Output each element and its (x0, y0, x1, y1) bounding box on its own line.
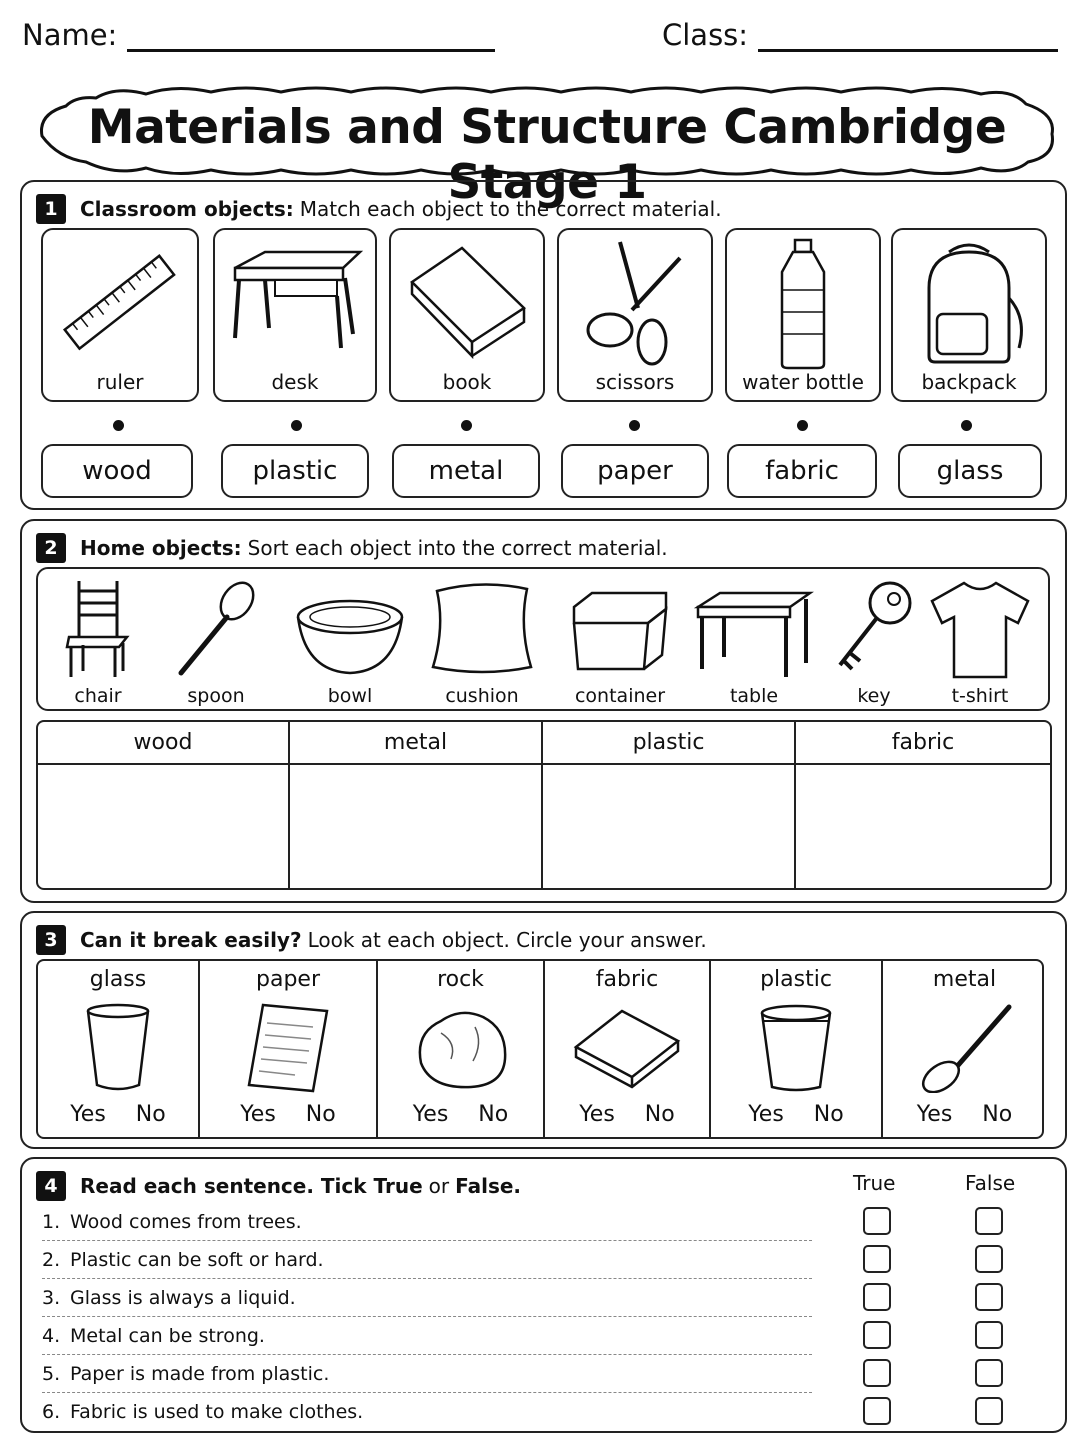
section1-heading-bold: Classroom objects: (80, 197, 294, 221)
folded-fabric-icon (572, 1003, 682, 1093)
statement-number: 4. (42, 1324, 61, 1347)
no-option[interactable]: No (478, 1102, 509, 1127)
break-table (36, 959, 1044, 1139)
statement-row (42, 1203, 812, 1241)
object-card-book[interactable] (389, 228, 545, 402)
true-checkbox[interactable] (863, 1283, 891, 1311)
section4-heading-or: or (428, 1174, 450, 1198)
section2-heading-text: Sort each object into the correct material. (247, 536, 668, 560)
match-dot[interactable] (961, 420, 972, 431)
false-checkbox[interactable] (975, 1359, 1003, 1387)
yes-option[interactable]: Yes (748, 1102, 784, 1127)
statement-text: Paper is made from plastic. (70, 1362, 330, 1385)
break-item-label: metal (932, 967, 997, 992)
home-item-cushion[interactable] (422, 573, 542, 709)
true-checkbox[interactable] (863, 1245, 891, 1273)
class-label: Class: (662, 18, 749, 52)
true-column-label: True (853, 1171, 896, 1195)
true-checkbox[interactable] (863, 1359, 891, 1387)
material-box-wood[interactable]: wood (41, 444, 193, 498)
section4-number: 4 (36, 1171, 66, 1201)
match-dot[interactable] (113, 420, 124, 431)
sort-column-plastic[interactable] (543, 722, 796, 888)
scissors-icon (580, 238, 690, 368)
section-classroom-objects (20, 180, 1067, 510)
home-item-chair[interactable] (38, 573, 158, 709)
object-label: desk (271, 370, 319, 394)
home-item-label: key (857, 685, 891, 707)
statement-number: 2. (42, 1248, 61, 1271)
object-card-water-bottle[interactable] (725, 228, 881, 402)
section1-number: 1 (36, 194, 66, 224)
home-item-t-shirt[interactable] (920, 573, 1040, 709)
home-item-label: bowl (327, 685, 373, 707)
t-shirt-icon (928, 577, 1032, 681)
statement-number: 1. (42, 1210, 61, 1233)
yes-option[interactable]: Yes (240, 1102, 276, 1127)
yes-option[interactable]: Yes (579, 1102, 615, 1127)
statement-text: Wood comes from trees. (70, 1210, 302, 1233)
spoon-icon (171, 577, 261, 681)
sort-column-header: fabric (796, 722, 1050, 765)
section4-heading-bold2: False. (455, 1174, 522, 1198)
statement-row (42, 1279, 812, 1317)
object-label: backpack (921, 370, 1017, 394)
match-dot[interactable] (291, 420, 302, 431)
section2-number: 2 (36, 533, 66, 563)
bowl-icon (295, 577, 405, 681)
object-label: book (442, 370, 492, 394)
class-line[interactable] (758, 18, 1058, 52)
backpack-icon (909, 238, 1029, 368)
false-checkbox[interactable] (975, 1397, 1003, 1425)
section3-number: 3 (36, 925, 66, 955)
ruler-icon (55, 238, 185, 368)
section3-heading (36, 925, 707, 955)
object-card-backpack[interactable] (891, 228, 1047, 402)
object-card-ruler[interactable] (41, 228, 199, 402)
table-icon (694, 577, 814, 681)
section1-heading-text: Match each object to the correct material. (299, 197, 722, 221)
no-option[interactable]: No (813, 1102, 844, 1127)
rock-icon (411, 1003, 511, 1093)
true-checkbox[interactable] (863, 1207, 891, 1235)
yes-option[interactable]: Yes (916, 1102, 953, 1127)
chair-icon (63, 577, 133, 681)
true-checkbox[interactable] (863, 1321, 891, 1349)
key-icon (832, 577, 916, 681)
break-item-metal (883, 961, 1044, 1137)
false-column-label: False (965, 1171, 1016, 1195)
true-checkbox[interactable] (863, 1397, 891, 1425)
home-item-bowl[interactable] (290, 573, 410, 709)
section2-heading (36, 533, 668, 563)
section3-heading-bold: Can it break easily? (80, 928, 302, 952)
section3-heading-text: Look at each object. Circle your answer. (307, 928, 707, 952)
desk-icon (225, 238, 365, 368)
statement-row (42, 1393, 812, 1431)
break-item-label: fabric (595, 967, 659, 992)
no-option[interactable]: No (135, 1102, 166, 1127)
plastic-cup-icon (756, 1003, 836, 1093)
class-field[interactable] (662, 18, 1058, 52)
break-item-label: rock (437, 967, 484, 992)
no-option[interactable]: No (305, 1102, 336, 1127)
name-line[interactable] (127, 18, 495, 52)
home-item-table[interactable] (694, 573, 814, 709)
break-item-fabric (545, 961, 711, 1137)
home-item-label: spoon (187, 685, 245, 707)
break-item-label: glass (89, 967, 147, 992)
name-field[interactable] (22, 18, 495, 52)
material-box-glass[interactable]: glass (898, 444, 1042, 498)
material-box-metal[interactable]: metal (392, 444, 540, 498)
section-true-false (20, 1157, 1067, 1433)
section1-heading (36, 194, 722, 224)
cushion-icon (427, 577, 537, 681)
no-option[interactable]: No (982, 1102, 1013, 1127)
break-item-label: plastic (760, 967, 832, 992)
section2-heading-bold: Home objects: (80, 536, 242, 560)
object-card-scissors[interactable] (557, 228, 713, 402)
statement-row (42, 1317, 812, 1355)
statement-number: 5. (42, 1362, 61, 1385)
glass-cup-icon (83, 1003, 153, 1093)
no-option[interactable]: No (644, 1102, 675, 1127)
home-item-label: cushion (445, 685, 519, 707)
home-item-label: chair (74, 685, 122, 707)
home-item-label: table (729, 685, 779, 707)
sort-column-metal[interactable] (290, 722, 543, 888)
break-item-glass (38, 961, 200, 1137)
false-checkbox[interactable] (975, 1283, 1003, 1311)
break-item-rock (378, 961, 545, 1137)
sort-column-wood[interactable] (38, 722, 290, 888)
header (22, 18, 1058, 62)
match-dot[interactable] (461, 420, 472, 431)
material-box-paper[interactable]: paper (561, 444, 709, 498)
break-item-label: paper (256, 967, 320, 992)
object-label: ruler (96, 370, 144, 394)
material-box-fabric[interactable]: fabric (727, 444, 877, 498)
object-card-desk[interactable] (213, 228, 377, 402)
statement-text: Glass is always a liquid. (70, 1286, 296, 1309)
paper-sheet-icon (243, 1003, 333, 1093)
yes-option[interactable]: Yes (412, 1102, 449, 1127)
name-label: Name: (22, 18, 118, 52)
home-item-key[interactable] (814, 573, 934, 709)
yes-option[interactable]: Yes (70, 1102, 106, 1127)
statement-text: Metal can be strong. (70, 1324, 265, 1347)
section4-heading-bold: Read each sentence. Tick True (80, 1174, 423, 1198)
statement-row (42, 1355, 812, 1393)
water-bottle-icon (768, 238, 838, 372)
statement-row (42, 1241, 812, 1279)
statement-number: 6. (42, 1401, 61, 1423)
material-box-plastic[interactable]: plastic (221, 444, 369, 498)
statement-number: 3. (42, 1286, 61, 1309)
object-label: water bottle (742, 370, 864, 394)
section-break-easily (20, 911, 1067, 1149)
statement-text: Plastic can be soft or hard. (70, 1248, 324, 1271)
sort-column-header: wood (38, 722, 288, 765)
match-dot[interactable] (629, 420, 640, 431)
home-item-spoon[interactable] (156, 573, 276, 709)
break-item-paper (200, 961, 378, 1137)
sort-table (36, 720, 1052, 890)
statement-text: Fabric is used to make clothes. (70, 1401, 364, 1423)
break-item-plastic (711, 961, 883, 1137)
false-checkbox[interactable] (975, 1207, 1003, 1235)
sort-column-header: plastic (543, 722, 794, 765)
match-dot[interactable] (797, 420, 808, 431)
section-home-objects (20, 519, 1067, 903)
home-item-label: container (574, 685, 666, 707)
page-title: Materials and Structure Cambridge Stage 1 (87, 100, 1007, 210)
home-objects-strip (36, 567, 1050, 711)
sort-column-header: metal (290, 722, 541, 765)
book-icon (402, 238, 532, 368)
sort-column-fabric[interactable] (796, 722, 1050, 888)
container-icon (568, 577, 672, 681)
false-checkbox[interactable] (975, 1245, 1003, 1273)
object-label: scissors (595, 370, 675, 394)
metal-spoon-icon (915, 1003, 1015, 1093)
false-checkbox[interactable] (975, 1321, 1003, 1349)
home-item-container[interactable] (560, 573, 680, 709)
section4-heading (36, 1171, 527, 1201)
home-item-label: t-shirt (951, 685, 1009, 707)
